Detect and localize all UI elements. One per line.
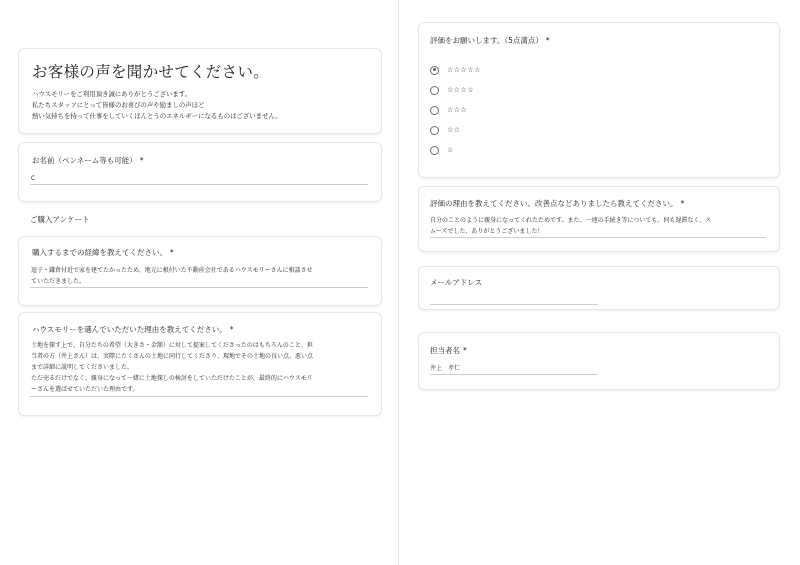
rating-option-5[interactable] [430,64,481,76]
rating-option-label: ☆☆☆ [447,106,468,114]
answer-line: まで詳細に説明してくださいました。 [31,364,134,371]
answer-line: 当者の方（井上さん）は、実際にたくさんの土地に同行してくださり、現地でその土地の良い点、悪い点 [31,353,314,360]
rating-option-label: ☆☆ [447,126,461,134]
staff-field-underline [430,374,598,375]
answer-line: 土地を探す上で、自分たちの希望（大きさ・金額）に対して提案してくださったのはもちろんのこと、担 [31,342,313,349]
required-marker: * [139,156,144,165]
reason-answer-underline [30,396,368,397]
rating-option-label: ☆☆☆☆ [447,86,475,94]
radio-unchecked-icon[interactable] [430,106,439,115]
rating-option-3[interactable] [430,104,467,116]
name-field-underline [30,184,368,185]
email-field-underline [430,304,598,305]
email-question-label: メールアドレス [430,278,483,287]
description-line: 私たちスタッフにとって皆様のお喜びの声や励ましの声ほど [32,101,205,109]
description-line: ハウスモリーをご利用頂き誠にありがとうございます。 [32,90,192,98]
staff-question-card [418,332,780,390]
rating-reason-field[interactable] [430,215,711,237]
radio-unchecked-icon[interactable] [430,86,439,95]
answer-line: ただ売るだけでなく、親身になって一緒に土地探しの検討をしていただけたことが、最終的にハウスモリ [31,375,313,382]
required-marker: * [545,36,550,45]
description-line: 熱い気持ちを持って仕事をしていくほんとうのエネルギーになるものはございません。 [32,112,282,120]
answer-line: ーさんを選ばせていただいた理由です。 [31,386,139,393]
required-marker: * [680,199,685,208]
form-description [32,89,282,122]
email-field[interactable] [430,292,598,302]
answer-line: ムーズでした、ありがとうございました！ [430,228,544,235]
process-answer-field[interactable] [31,265,313,287]
reason-question-label: ハウスモリーを選んでいただいた理由を教えてください。 * [32,325,234,334]
radio-checked-icon[interactable] [430,66,439,75]
process-answer-underline [30,287,368,288]
required-marker: * [463,346,467,355]
answer-line: 逗子・鎌倉付近で家を建てたかったため、地元に根付いた不動産会社であるハウスモリーさんに相談させ [31,267,313,274]
required-marker: * [229,325,234,334]
page-divider [398,0,399,565]
rating-option-label: ☆ [447,146,454,154]
rating-option-label: ☆☆☆☆☆ [447,66,481,74]
section-title: ご購入アンケート [30,215,90,224]
rating-option-1[interactable] [430,144,454,156]
rating-option-2[interactable] [430,124,461,136]
name-question-label: お名前（ペンネーム等も可能） * [32,156,144,165]
form-title: お客様の声を聞かせてください。 [32,63,270,81]
rating-reason-underline [430,237,766,238]
name-question-card [18,142,382,202]
required-marker: * [170,248,174,257]
rating-reason-label: 評価の理由を教えてください。改善点などありましたら教えてください。 * [430,199,685,208]
process-question-label: 購入するまでの経緯を教えてください。 * [32,248,174,257]
rating-question-label: 評価をお願いします。（5点満点） * [430,36,550,45]
staff-field[interactable]: 井上 孝仁 [430,365,461,372]
radio-unchecked-icon[interactable] [430,126,439,135]
name-field[interactable]: C [31,175,36,182]
radio-unchecked-icon[interactable] [430,146,439,155]
rating-option-4[interactable] [430,84,474,96]
answer-line: ていただきました。 [31,278,86,285]
answer-line: 自分のことのように親身になってくれたためです。また、一連の手続き等についても、何も遅滞なく、ス [430,217,712,224]
reason-answer-field[interactable] [31,340,313,395]
staff-question-label: 担当者名 * [430,346,467,355]
